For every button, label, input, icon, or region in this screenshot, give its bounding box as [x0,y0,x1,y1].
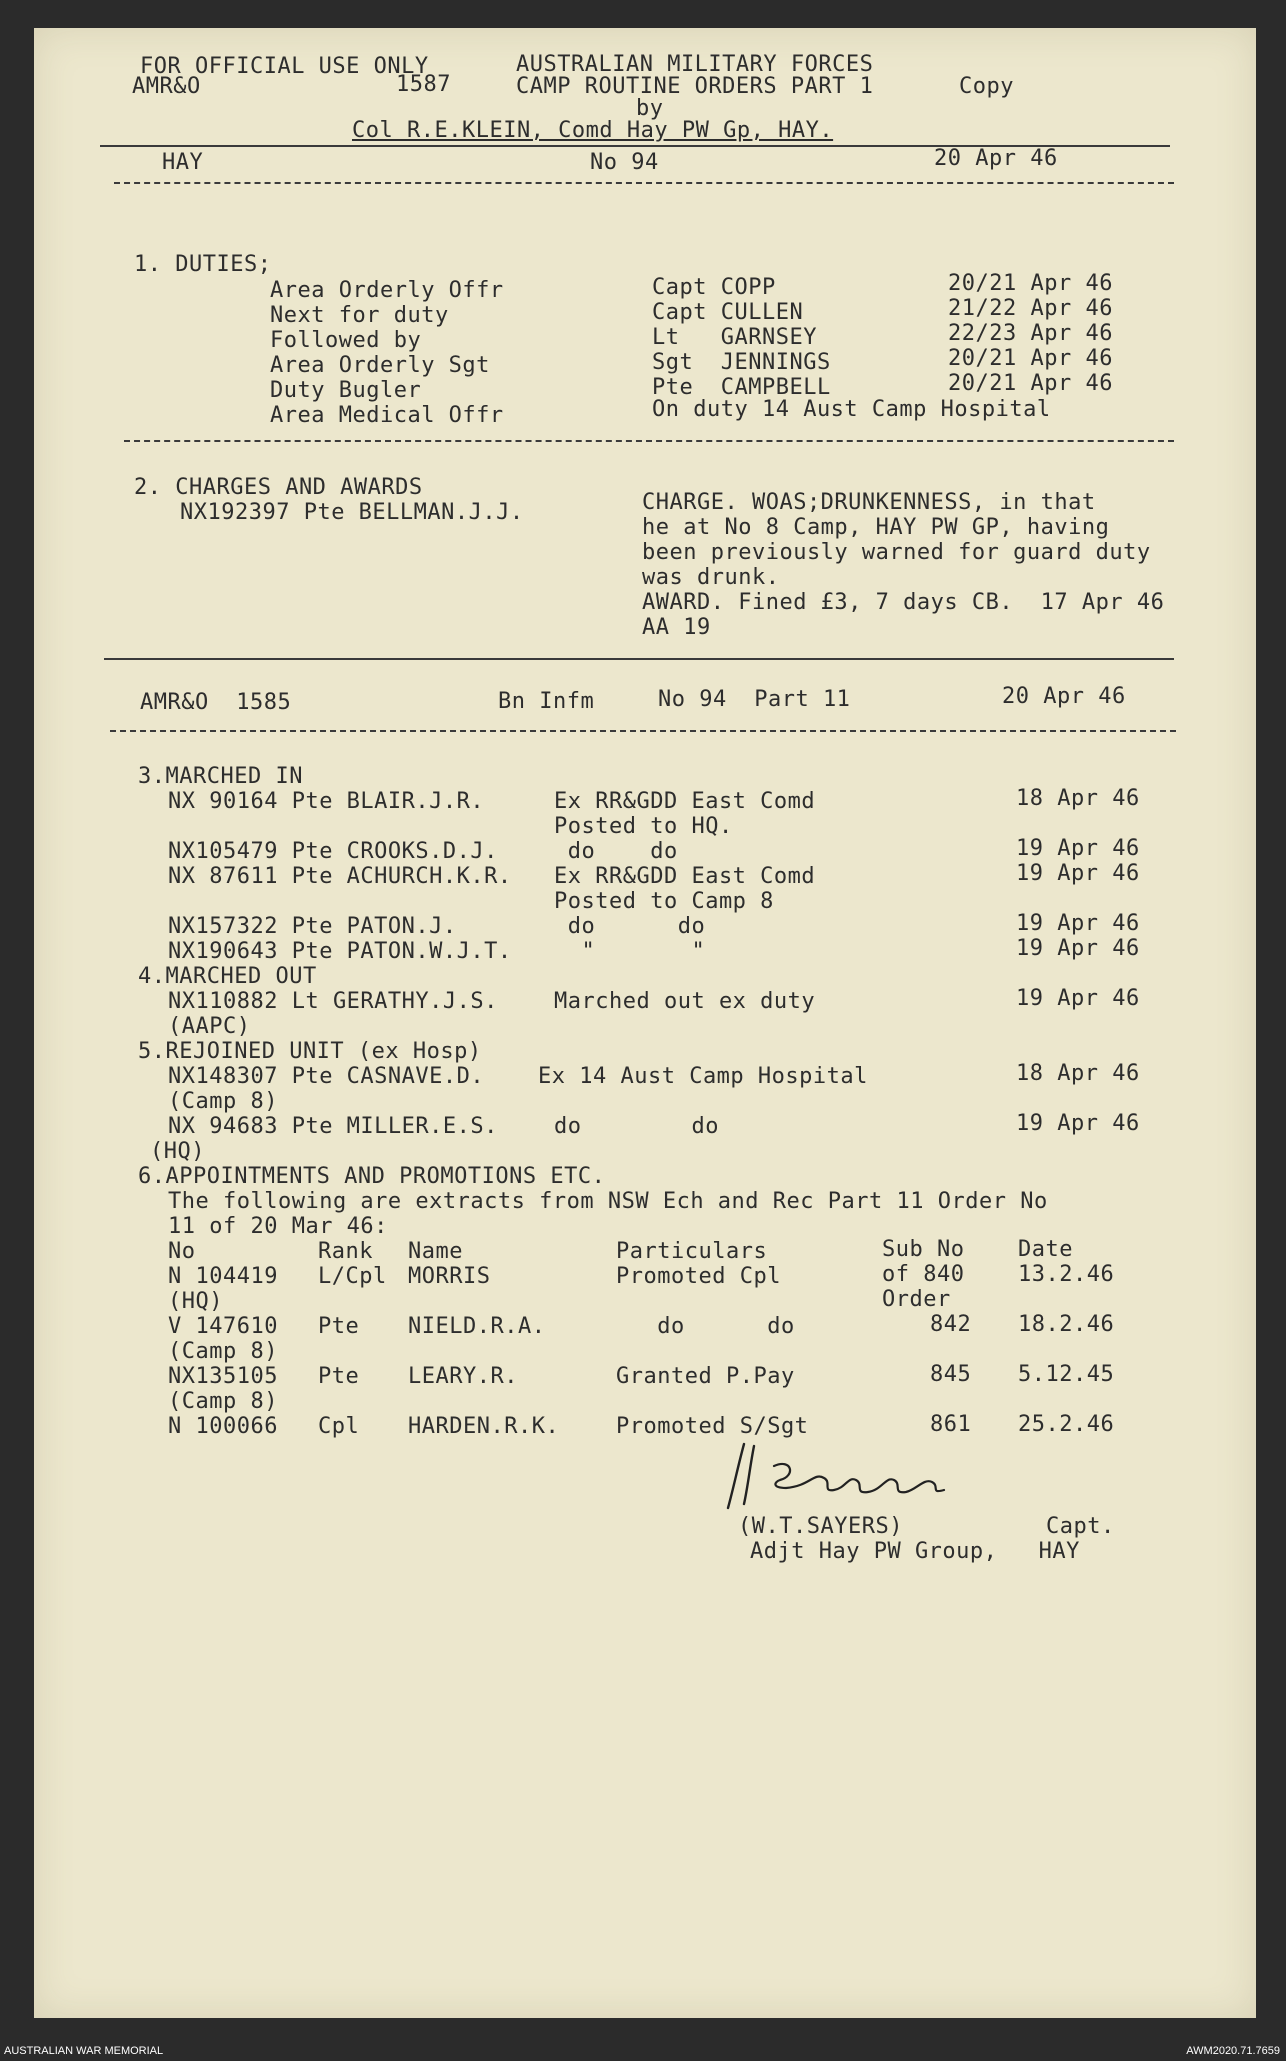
appointment-unit: (Camp 8) [168,1389,278,1414]
part2-rule [110,730,1176,732]
duties-rule [124,440,1174,442]
duty-person: Pte CAMPBELL [652,375,831,400]
signatory-rank: Capt. [1046,1514,1115,1539]
movement-date: 19 Apr 46 [1016,936,1140,961]
appointment-rank: Pte [318,1364,360,1389]
award-line: AWARD. Fined £3, 7 days CB. 17 Apr 46 [642,590,1165,615]
movement-detail: do do [554,1114,719,1139]
archive-reference: AWM2020.71.7659 [1186,2045,1280,2057]
appointment-no: NX135105 [168,1364,278,1389]
movement-detail: do do [554,839,678,864]
appointment-sub-no: 842 [930,1312,972,1337]
document-title: CAMP ROUTINE ORDERS PART 1 [516,74,874,99]
part2-number: No 94 Part 11 [658,687,851,712]
marched-out-heading: 4.MARCHED OUT [138,964,317,989]
appointment-sub-no: 861 [930,1412,972,1437]
member-entry: NX190643 Pte PATON.W.J.T. [168,939,512,964]
charge-line: CHARGE. WOAS;DRUNKENNESS, in that [642,490,1096,515]
copy-label: Copy [959,74,1014,99]
movement-date: 19 Apr 46 [1016,836,1140,861]
movement-detail: Ex RR&GDD East Comd [554,864,816,889]
appointments-intro: The following are extracts from NSW Ech and Rec Part 11 Order No [168,1189,1048,1214]
movement-date: 18 Apr 46 [1016,786,1140,811]
column-header-rank: Rank [318,1239,373,1264]
movement-detail: Ex 14 Aust Camp Hospital [538,1064,868,1089]
duties-heading: 1. DUTIES; [134,252,272,277]
sub-no-order-label: Order [882,1287,951,1312]
column-header-no: No [168,1239,196,1264]
duty-date: 21/22 Apr 46 [948,296,1113,321]
appointment-name: MORRIS [408,1264,491,1289]
movement-date: 19 Apr 46 [1016,861,1140,886]
duty-date: 20/21 Apr 46 [948,346,1113,371]
appointment-no: N 104419 [168,1264,278,1289]
movement-detail: " " [554,939,706,964]
charge-line: been previously warned for guard duty [642,540,1151,565]
appointment-date: 18.2.46 [1018,1312,1115,1337]
duty-person: Capt CULLEN [652,300,804,325]
reference-code: AMR&O [132,74,201,99]
signatory-name: (W.T.SAYERS) [738,1514,903,1539]
movement-detail: Ex RR&GDD East Comd [554,789,816,814]
subheader-rule [114,182,1174,184]
movement-date: 18 Apr 46 [1016,1061,1140,1086]
appointment-no: V 147610 [168,1314,278,1339]
member-unit: (AAPC) [168,1014,251,1039]
movement-detail: Marched out ex duty [554,989,816,1014]
duty-date: 20/21 Apr 46 [948,271,1113,296]
order-date: 20 Apr 46 [934,146,1058,171]
organisation-title: AUSTRALIAN MILITARY FORCES [516,52,874,77]
column-header-date: Date [1018,1237,1073,1262]
member-unit: (Camp 8) [168,1089,278,1114]
rejoined-heading: 5.REJOINED UNIT (ex Hosp) [138,1039,482,1064]
duty-date: 22/23 Apr 46 [948,321,1113,346]
part1-end-rule [104,658,1174,660]
reference-number: 1587 [396,72,451,97]
appointment-no: N 100066 [168,1414,278,1439]
duty-date: 20/21 Apr 46 [948,371,1113,396]
appointment-particulars: Promoted S/Sgt [616,1414,809,1439]
duty-role: Area Orderly Sgt [270,353,490,378]
appointment-name: HARDEN.R.K. [408,1414,560,1439]
duty-role: Area Medical Offr [270,403,504,428]
charges-heading: 2. CHARGES AND AWARDS [134,475,423,500]
place-label: HAY [162,150,204,175]
column-header-particulars: Particulars [616,1239,768,1264]
appointment-rank: Pte [318,1314,360,1339]
member-entry: NX148307 Pte CASNAVE.D. [168,1064,485,1089]
appointments-heading: 6.APPOINTMENTS AND PROMOTIONS ETC. [138,1164,606,1189]
award-ref: AA 19 [642,615,711,640]
member-entry: NX157322 Pte PATON.J. [168,914,457,939]
marched-in-heading: 3.MARCHED IN [138,764,303,789]
member-unit: (HQ) [150,1139,205,1164]
duty-person: On duty 14 Aust Camp Hospital [652,397,1051,422]
appointment-unit: (HQ) [168,1289,223,1314]
appointment-date: 5.12.45 [1018,1362,1115,1387]
appointment-particulars: do do [616,1314,795,1339]
appointment-rank: Cpl [318,1414,360,1439]
movement-date: 19 Apr 46 [1016,1111,1140,1136]
duty-role: Next for duty [270,303,449,328]
order-number: No 94 [590,150,659,175]
movement-date: 19 Apr 46 [1016,986,1140,1011]
signatory-position: Adjt Hay PW Group, HAY [750,1539,1080,1564]
column-header-sub-no: Sub No [882,1237,965,1262]
official-use-label: FOR OFFICIAL USE ONLY [140,54,429,79]
appointment-date: 13.2.46 [1018,1262,1115,1287]
appointment-sub-no: of 840 [882,1262,965,1287]
commander-line: Col R.E.KLEIN, Comd Hay PW Gp, HAY. [352,118,834,143]
member-entry: NX110882 Lt GERATHY.J.S. [168,989,498,1014]
charged-member: NX192397 Pte BELLMAN.J.J. [180,500,524,525]
appointment-rank: L/Cpl [318,1264,387,1289]
part2-title: Bn Infm [498,689,595,714]
member-entry: NX 90164 Pte BLAIR.J.R. [168,789,485,814]
duty-person: Capt COPP [652,275,776,300]
part2-reference: AMR&O 1585 [140,690,292,715]
duty-person: Lt GARNSEY [652,325,817,350]
movement-date: 19 Apr 46 [1016,911,1140,936]
appointment-sub-no: 845 [930,1362,972,1387]
handwritten-signature [714,1436,974,1516]
charge-line: was drunk. [642,565,780,590]
movement-detail: do do [554,914,706,939]
charge-line: he at No 8 Camp, HAY PW GP, having [642,515,1110,540]
part2-date: 20 Apr 46 [1002,684,1126,709]
duty-role: Duty Bugler [270,378,422,403]
document-page [34,28,1256,2018]
archive-credit: AUSTRALIAN WAR MEMORIAL [4,2045,164,2057]
appointment-name: NIELD.R.A. [408,1314,546,1339]
member-entry: NX 87611 Pte ACHURCH.K.R. [168,864,512,889]
appointment-name: LEARY.R. [408,1364,518,1389]
duty-role: Area Orderly Offr [270,278,504,303]
appointments-intro: 11 of 20 Mar 46: [168,1214,388,1239]
appointment-date: 25.2.46 [1018,1412,1115,1437]
member-entry: NX 94683 Pte MILLER.E.S. [168,1114,498,1139]
member-entry: NX105479 Pte CROOKS.D.J. [168,839,498,864]
appointment-particulars: Granted P.Pay [616,1364,795,1389]
column-header-name: Name [408,1239,463,1264]
by-label: by [636,96,664,121]
duty-person: Sgt JENNINGS [652,350,831,375]
movement-detail: Posted to Camp 8 [554,889,774,914]
appointment-particulars: Promoted Cpl [616,1264,781,1289]
movement-detail: Posted to HQ. [554,814,733,839]
duty-role: Followed by [270,328,422,353]
appointment-unit: (Camp 8) [168,1339,278,1364]
